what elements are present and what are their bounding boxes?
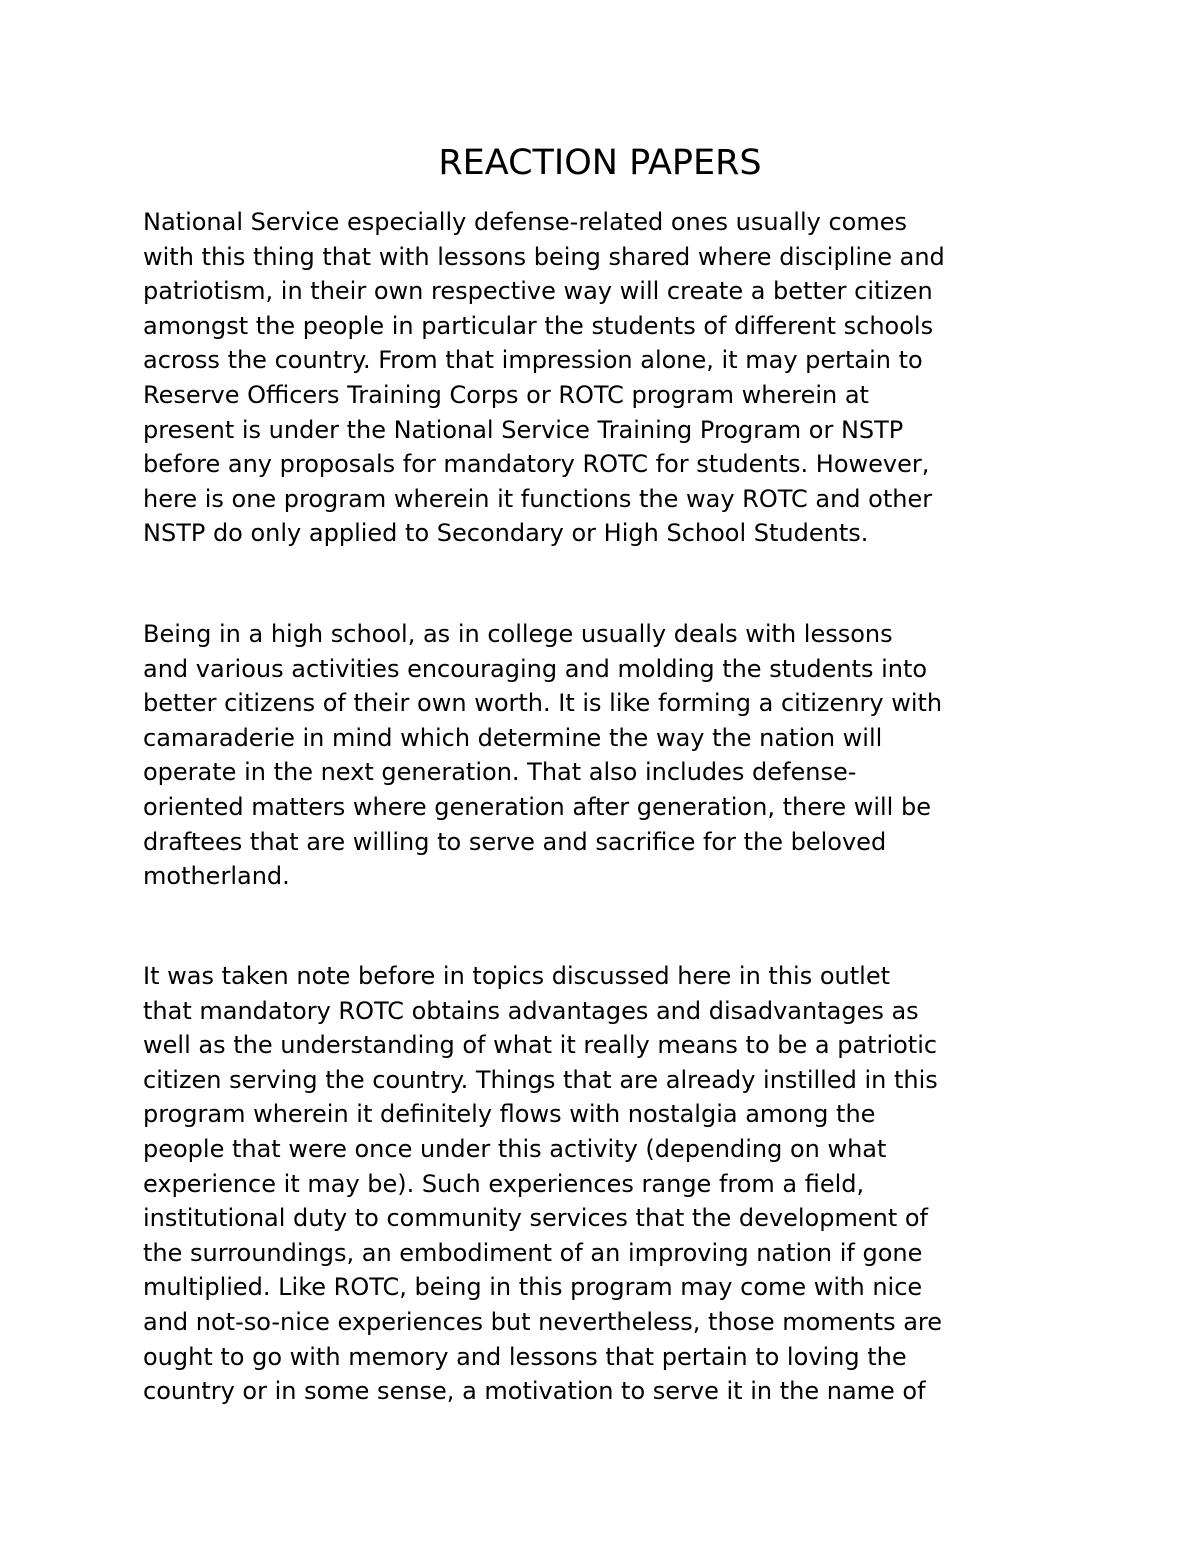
text-line: and various activities encouraging and molding the students into: [143, 654, 928, 683]
paragraph-2: [143, 617, 1103, 894]
text-line: oriented matters where generation after generation, there will be: [143, 792, 931, 821]
text-line: camaraderie in mind which determine the way the nation will: [143, 723, 883, 752]
text-line: NSTP do only applied to Secondary or High School Students.: [143, 519, 869, 548]
text-line: motherland.: [143, 862, 290, 891]
paragraph-1: [143, 205, 1103, 551]
text-line: program wherein it definitely flows with nostalgia among the: [143, 1100, 876, 1129]
text-line: across the country. From that impression alone, it may pertain to: [143, 346, 923, 375]
text-line: country or in some sense, a motivation to serve it in the name of: [143, 1377, 926, 1406]
text-line: before any proposals for mandatory ROTC for students. However,: [143, 450, 930, 479]
text-line: here is one program wherein it functions the way ROTC and other: [143, 484, 933, 513]
text-line: Reserve Officers Training Corps or ROTC program wherein at: [143, 380, 869, 409]
text-line: that mandatory ROTC obtains advantages and disadvantages as: [143, 996, 919, 1025]
text-line: present is under the National Service Training Program or NSTP: [143, 415, 904, 444]
text-line: with this thing that with lessons being shared where discipline and: [143, 242, 945, 271]
text-line: experience it may be). Such experiences range from a field,: [143, 1169, 865, 1198]
text-line: operate in the next generation. That also includes defense-: [143, 758, 857, 787]
text-line: draftees that are willing to serve and sacrifice for the beloved: [143, 827, 887, 856]
text-line: amongst the people in particular the students of different schools: [143, 311, 934, 340]
text-line: It was taken note before in topics discussed here in this outlet: [143, 962, 890, 990]
text-line: and not-so-nice experiences but nevertheless, those moments are: [143, 1307, 943, 1336]
text-line: multiplied. Like ROTC, being in this program may come with nice: [143, 1273, 923, 1302]
text-line: better citizens of their own worth. It is like forming a citizenry with: [143, 689, 943, 718]
document-title: REACTION PAPERS: [438, 143, 762, 183]
text-line: the surroundings, an embodiment of an improving nation if gone: [143, 1238, 923, 1267]
text-line: patriotism, in their own respective way will create a better citizen: [143, 277, 933, 306]
text-line: ought to go with memory and lessons that pertain to loving the: [143, 1342, 907, 1371]
text-line: institutional duty to community services that the development of: [143, 1204, 929, 1233]
text-line: Being in a high school, as in college usually deals with lessons: [143, 620, 893, 648]
text-line: well as the understanding of what it really means to be a patriotic: [143, 1031, 938, 1060]
text-line: National Service especially defense-related ones usually comes: [143, 208, 907, 236]
paragraph-3: [143, 959, 1103, 1409]
text-line: people that were once under this activity (depending on what: [143, 1134, 887, 1163]
text-line: citizen serving the country. Things that are already instilled in this: [143, 1065, 938, 1094]
